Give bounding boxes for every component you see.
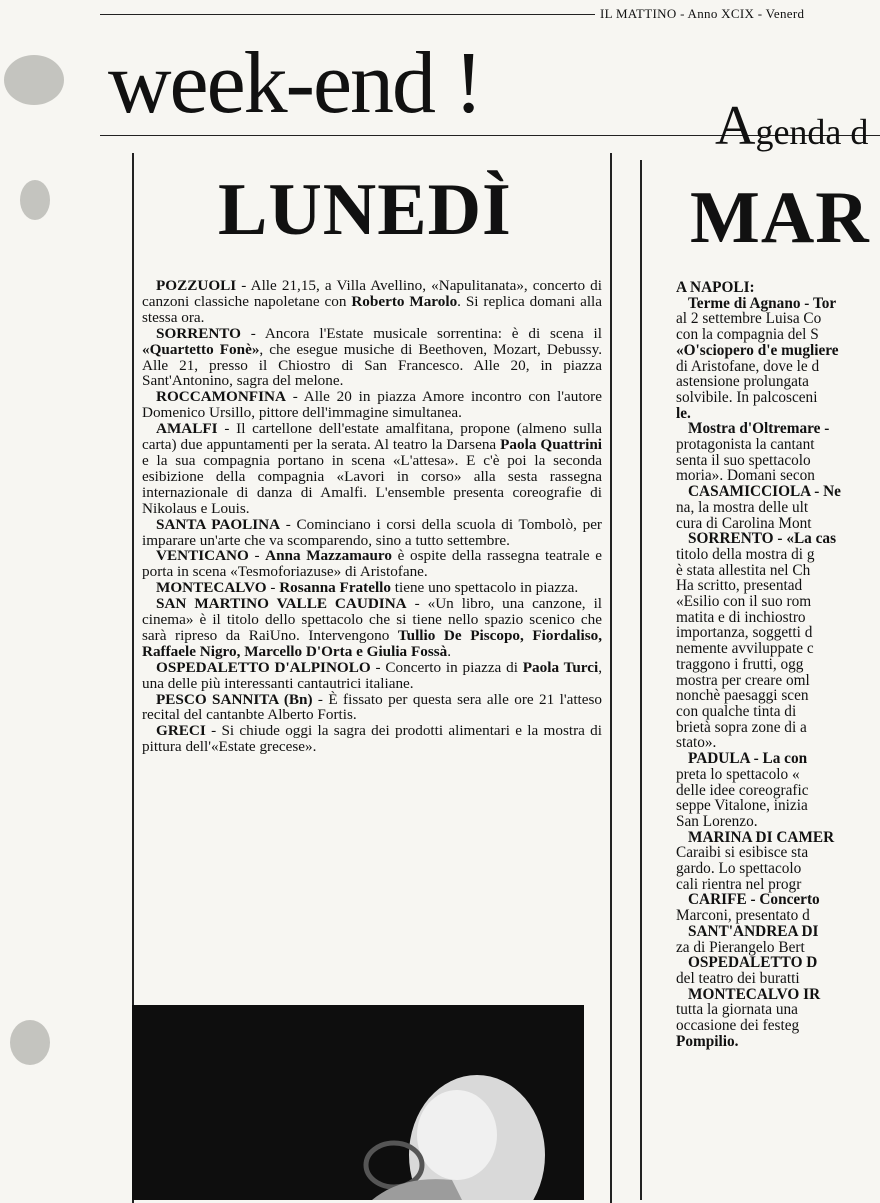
listing-text-after: , una delle più interessanti cantautrici italiane. [142,658,602,692]
listing-text: - [266,579,280,597]
listing-highlight: Paola Turci [522,658,599,676]
listing-text: - Il cartellone dell'estate amalfitana, propone (almeno sulla carta) due appuntamenti per la serata. Al teatro la Darsena [142,420,602,454]
tuesday-line: cali rientra nel progr [676,875,802,893]
scan-speck [10,1020,50,1065]
listing-text: - [248,547,266,565]
tuesday-line: del teatro dei buratti [676,969,800,987]
listing-place: VENTICANO [156,547,249,565]
listing-text: - Si chiude oggi la sagra dei prodotti alimentari e la mostra di pittura dell'«Estate grecese». [142,722,602,756]
tuesday-line: matita e di inchiostro [676,608,806,626]
listing-text-after: . Si replica domani alla stessa ora. [142,292,602,326]
tuesday-heading: MAR [690,177,870,259]
tuesday-line: na, la mostra delle ult [676,498,809,516]
column-divider [640,160,642,1200]
portrait-photo-graphic [132,1005,584,1200]
tuesday-line: SANT'ANDREA DI [688,922,819,940]
listing-entry [142,548,602,580]
tuesday-line: brietà sopra zone di a [676,718,807,736]
tuesday-line: protagonista la cantant [676,436,815,454]
tuesday-line: traggono i frutti, ogg [676,655,804,673]
listing-entry [142,580,602,596]
listing-place: SANTA PAOLINA [156,515,281,533]
tuesday-line: nonchè paesaggi scen [676,687,809,705]
tuesday-line: za di Pierangelo Bert [676,938,805,956]
tuesday-line: delle idee coreografic [676,781,809,799]
listing-place: AMALFI [156,420,218,438]
tuesday-line: con qualche tinta di [676,702,797,720]
listing-highlight: Rosanna Fratello [279,579,391,597]
tuesday-line: nemente avviluppate c [676,640,814,658]
tuesday-line: senta il suo spettacolo [676,451,811,469]
tuesday-line: SORRENTO - «La cas [688,530,837,548]
tuesday-line: di Aristofane, dove le d [676,357,820,375]
tuesday-line: OSPEDALETTO D [688,954,818,972]
listing-entry [142,517,602,549]
agenda-initial: A [715,95,756,157]
listing-highlight: Tullio De Piscopo, Fiordaliso, Raffaele Nigro, Marcello D'Orta e Giulia Fossà [142,626,602,660]
tuesday-line: MARINA DI CAMER [688,828,835,846]
tuesday-line: importanza, soggetti d [676,624,813,642]
listing-highlight: Roberto Marolo [351,292,458,310]
listing-text: - Alle 21,15, a Villa Avellino, «Napulitanata», concerto di canzoni classiche napoletane con [142,277,602,310]
listing-place: OSPEDALETTO D'ALPINOLO [156,658,371,676]
monday-heading: LUNEDÌ [218,169,512,251]
tuesday-line: Caraibi si esibisce sta [676,844,809,862]
listing-text-after: è ospite della rassegna teatrale e porta in scena «Tesmoforiazuse» di Aristofane. [142,547,602,581]
listing-text: - Alle 20 in piazza Amore incontro con l'autore Domenico Ursillo, pittore dell'immagine simultanea. [142,388,602,422]
tuesday-line: Ha scritto, presentad [676,577,803,595]
listing-text: - «Un libro, una canzone, il cinema» è il titolo dello spettacolo che si tiene nello spazio scenico che sarà ripreso da RaiUno. Intervengono [142,595,603,644]
listing-highlight: «Quartetto Fonè» [142,340,260,358]
tuesday-line: PADULA - La con [688,750,808,768]
listing-place: ROCCAMONFINA [156,388,286,406]
tuesday-line: moria». Domani secon [676,467,815,485]
listing-highlight: Paola Quattrini [500,436,603,454]
listing-entry [142,278,602,326]
tuesday-line: al 2 settembre Luisa Co [676,310,822,328]
tuesday-line: CASAMICCIOLA - Ne [688,483,841,501]
tuesday-line: «O'sciopero d'e mugliere [676,341,839,359]
listing-place: MONTECALVO [156,579,267,597]
listing-highlight: Anna Mazzamauro [265,547,392,565]
tuesday-line: le. [676,404,691,422]
listing-entry [142,389,602,421]
tuesday-line: mostra per creare oml [676,671,810,689]
tuesday-line: San Lorenzo. [676,812,758,830]
masthead: IL MATTINO - Anno XCIX - Venerd [600,6,805,21]
tuesday-line: CARIFE - Concerto [688,891,820,909]
section-title: week-end ! [108,35,482,132]
tuesday-line: è stata allestita nel Ch [676,561,811,579]
agenda-rest: genda d [755,112,869,152]
tuesday-line: MONTECALVO IR [688,985,821,1003]
listing-text-after: tiene uno spettacolo in piazza. [390,579,579,597]
scan-speck [4,55,64,105]
listing-entry [142,326,602,390]
masthead-rule [100,14,595,15]
tuesday-line: con la compagnia del S [676,326,819,344]
listing-text: - Cominciano i corsi della scuola di Tombolò, per imparare un'arte che va scomparendo, sino a tutto settembre. [142,515,602,549]
listing-place: GRECI [156,722,206,740]
listing-place: SAN MARTINO VALLE CAUDINA [156,595,407,613]
listing-text: - Concerto in piazza di [370,658,523,676]
tuesday-listings [676,280,880,1160]
listing-text-after: , che esegue musiche di Beethoven, Mozart, Debussy. Alle 21, presso il Chiostro di San Francesco. Alle 20, in piazza Sant'Antonino, sagra del melone. [142,340,602,390]
agenda-heading [715,95,869,168]
listing-text: - Ancora l'Estate musicale sorrentina: è di scena il [240,324,602,342]
listing-place: SORRENTO [156,324,241,342]
tuesday-line: cura di Carolina Mont [676,514,812,532]
listing-text: - È fissato per questa sera alle ore 21 l'atteso recital del cantanbte Alberto Fortis. [142,690,602,724]
listing-entry [142,692,602,724]
tuesday-line: solvibile. In palcosceni [676,388,818,406]
tuesday-line: Terme di Agnano - Tor [688,294,837,312]
tuesday-line: seppe Vitalone, inizia [676,797,808,815]
listing-text-after: . [447,642,452,660]
listing-entry [142,421,602,516]
listing-text-after: e la sua compagnia portano in scena «L'attesa». E c'è poi la seconda esibizione della compagnia «Lavori in corso» alla sesta rassegna internazionale di danza di Amalfi. L'ensemble presenta coreografie di Nikolaus e Louis. [142,451,602,517]
tuesday-line: titolo della mostra di g [676,545,815,563]
listing-place: POZZUOLI [156,277,237,294]
portrait-photo [132,1005,584,1200]
tuesday-line: astensione prolungata [676,373,809,391]
scan-speck [20,180,50,220]
tuesday-line: Pompilio. [676,1032,739,1050]
tuesday-line: gardo. Lo spettacolo [676,860,802,878]
tuesday-line: Marconi, presentato d [676,907,810,925]
tuesday-line: «Esilio con il suo rom [676,593,812,611]
listing-place: PESCO SANNITA (Bn) [156,690,313,708]
tuesday-line: tutta la giornata una [676,1001,798,1019]
tuesday-line: stato». [676,734,717,752]
tuesday-line: A NAPOLI: [676,280,755,296]
listing-entry [142,596,602,660]
tuesday-line: Mostra d'Oltremare - [688,420,830,438]
monday-listings [142,278,602,755]
listing-entry [142,723,602,755]
listing-entry [142,660,602,692]
tuesday-line: preta lo spettacolo « [676,765,800,783]
tuesday-line: occasione dei festeg [676,1017,800,1035]
